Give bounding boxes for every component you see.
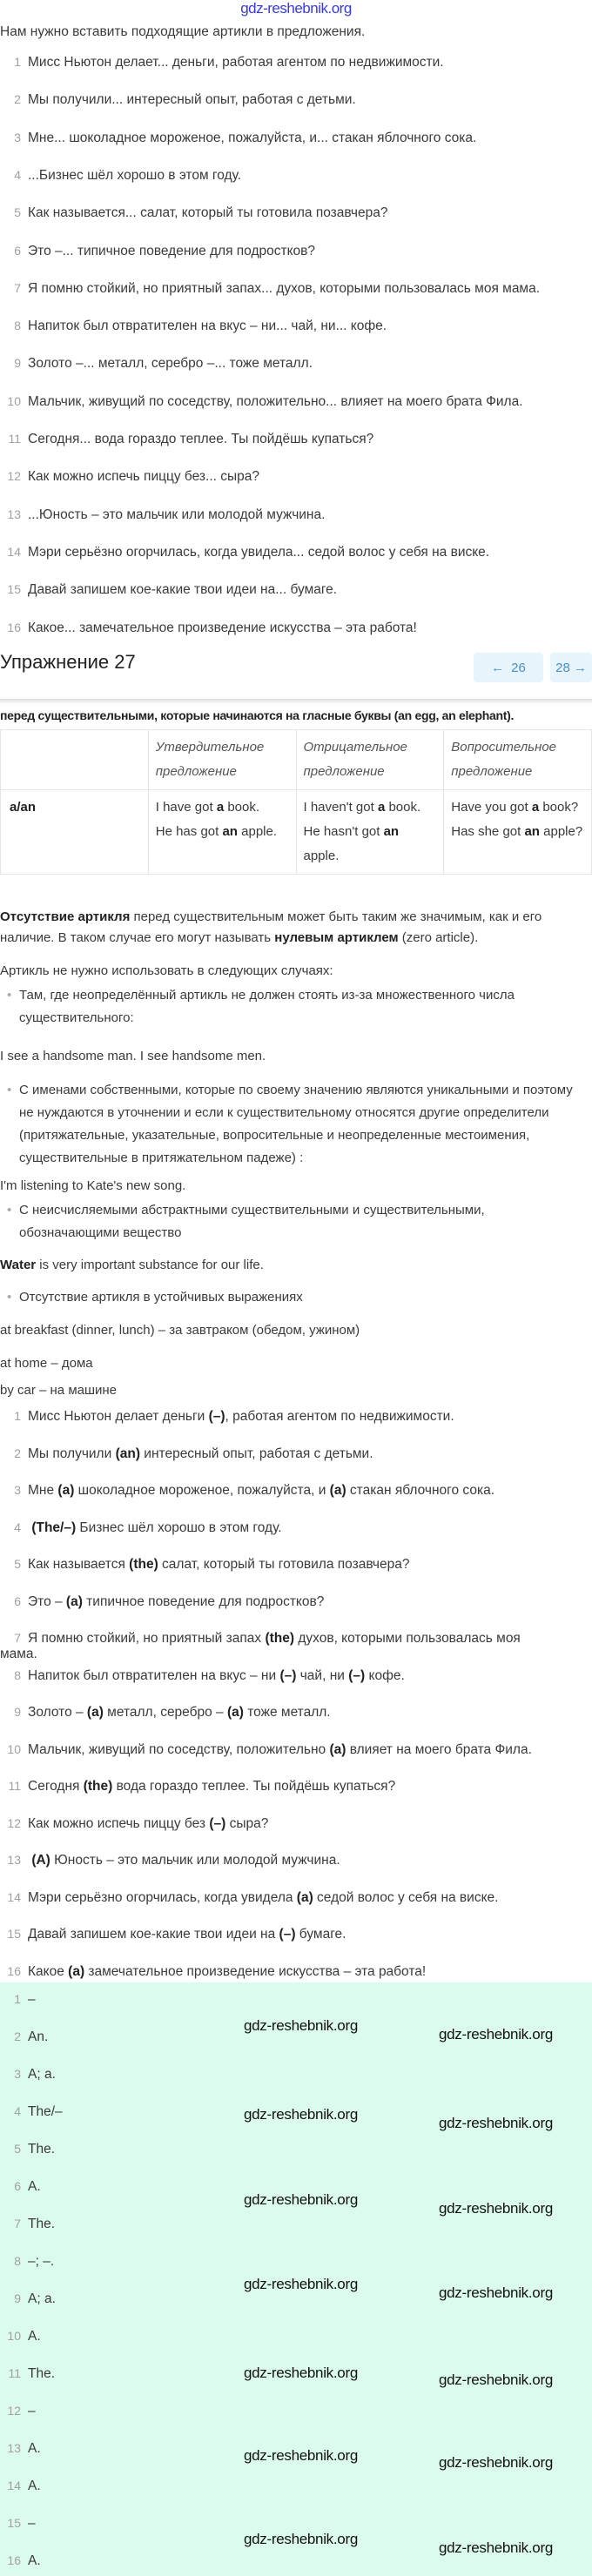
short-answer-item xyxy=(0,2141,557,2157)
short-answer-item xyxy=(0,2328,557,2345)
table-header-cell: Отрицательное предложение xyxy=(296,730,444,790)
item-number: 6 xyxy=(14,2179,21,2193)
answer-item xyxy=(0,1926,557,1942)
short-answer-text: A. xyxy=(28,2179,41,2194)
article: a xyxy=(531,800,540,815)
item-number: 3 xyxy=(14,1483,21,1497)
task-item xyxy=(0,431,557,447)
article: (The/–) xyxy=(31,1519,77,1535)
answer-item xyxy=(0,1446,557,1462)
text: book. xyxy=(224,800,260,815)
article: (–) xyxy=(208,1409,225,1424)
text: влияет на моего брата Фила. xyxy=(346,1741,532,1757)
text: apple. xyxy=(303,849,340,863)
answer-item xyxy=(0,1667,557,1684)
task-item xyxy=(0,318,557,334)
task-text: Мисс Ньютон делает... деньги, работая агентом по недвижимости. xyxy=(28,55,444,70)
site-logo[interactable]: gdz-reshebnik.org xyxy=(240,0,352,17)
prev-exercise-button[interactable] xyxy=(474,653,543,682)
short-answer-item xyxy=(0,2029,557,2045)
item-number: 10 xyxy=(7,2329,21,2343)
task-text: Мы получили... интересный опыт, работая с детьми. xyxy=(28,92,356,108)
text: Это – xyxy=(28,1593,66,1609)
text: Мне xyxy=(28,1483,58,1498)
short-answer-item xyxy=(0,2103,557,2120)
article: (a) xyxy=(226,1705,244,1720)
article: (a) xyxy=(296,1889,313,1905)
expression: by car – на машине xyxy=(0,1383,118,1398)
text: сыра? xyxy=(225,1815,269,1831)
arrow-left-icon: ← xyxy=(491,660,505,675)
example: I'm listening to Kate's new song. xyxy=(0,1178,186,1193)
watermark: gdz-reshebnik.org xyxy=(244,2365,358,2381)
short-answer-text: A. xyxy=(28,2329,41,2344)
answer-item xyxy=(0,1704,557,1721)
text: Мальчик, живущий по соседству, положительно xyxy=(28,1741,330,1757)
short-answer-item xyxy=(0,2253,557,2270)
text: Золото – xyxy=(28,1705,87,1720)
item-number: 9 xyxy=(14,2291,21,2305)
item-number: 13 xyxy=(7,2441,21,2455)
exercise-title: Упражнение 27 xyxy=(0,651,136,673)
task-item xyxy=(0,620,557,636)
item-number: 14 xyxy=(7,1889,21,1904)
article: (–) xyxy=(348,1667,366,1683)
item-number: 9 xyxy=(14,1705,21,1719)
task-text: Я помню стойкий, но приятный запах... духов, которыми пользовалась моя мама. xyxy=(28,280,541,296)
short-answer-text: An. xyxy=(28,2029,49,2044)
watermark: gdz-reshebnik.org xyxy=(439,2284,553,2301)
item-number: 3 xyxy=(14,2067,21,2081)
item-number: 16 xyxy=(7,620,21,634)
text: , работая агентом по недвижимости. xyxy=(225,1409,454,1424)
answer-item xyxy=(0,1630,557,1662)
watermark: gdz-reshebnik.org xyxy=(244,2531,358,2547)
text: Has she got xyxy=(451,824,525,839)
text: He hasn't got xyxy=(303,824,384,839)
text: кофе. xyxy=(365,1667,405,1683)
article: (–) xyxy=(279,1927,296,1942)
item-number: 15 xyxy=(7,2516,21,2530)
item-number: 13 xyxy=(7,1853,21,1867)
text: бумаге. xyxy=(295,1927,346,1942)
item-number: 11 xyxy=(8,1779,21,1793)
text: салат, который ты готовила позавчера? xyxy=(158,1557,410,1572)
answer-item xyxy=(0,1815,557,1832)
article: an xyxy=(222,824,238,839)
rule-bullet: • Там, где неопределённый артикль не должен стоять из-за множественного числа существительного: xyxy=(19,984,585,1030)
task-item xyxy=(0,506,557,523)
table-cell xyxy=(148,790,296,875)
item-number: 3 xyxy=(14,130,21,144)
item-number: 16 xyxy=(7,2553,21,2567)
watermark: gdz-reshebnik.org xyxy=(244,2447,358,2464)
text: Мы получили xyxy=(28,1446,116,1461)
item-number: 1 xyxy=(14,1992,21,2006)
task-text: Напиток был отвратителен на вкус – ни... чай, ни... кофе. xyxy=(28,319,387,334)
article: (a) xyxy=(329,1483,346,1498)
task-item xyxy=(0,91,557,108)
bold-text: Отсутствие артикля xyxy=(0,909,131,924)
short-answer-text: A; a. xyxy=(28,2067,56,2082)
example-sentence xyxy=(156,795,289,820)
item-number: 7 xyxy=(14,280,21,295)
text: He has got xyxy=(155,824,223,839)
text: Напиток был отвратителен на вкус – ни xyxy=(28,1667,280,1683)
example-sentence xyxy=(451,820,584,844)
item-number: 12 xyxy=(7,2404,21,2418)
short-answer-text: – xyxy=(28,1992,36,2007)
task-item xyxy=(0,355,557,372)
item-number: 4 xyxy=(14,2104,21,2118)
cases-intro: Артикль не нужно использовать в следующих случаях: xyxy=(0,963,333,978)
example-sentence xyxy=(451,795,584,820)
text: типичное поведение для подростков? xyxy=(82,1593,325,1609)
article: (a) xyxy=(329,1741,346,1757)
task-text: ...Юность – это мальчик или молодой мужчина. xyxy=(28,506,326,522)
text: Have you got xyxy=(451,800,532,815)
article: (a) xyxy=(68,1963,85,1979)
watermark: gdz-reshebnik.org xyxy=(439,2454,553,2471)
item-number: 10 xyxy=(7,393,21,408)
task-item xyxy=(0,280,557,297)
task-item xyxy=(0,167,557,184)
article: a xyxy=(216,800,225,815)
rule-bullet: • Отсутствие артикля в устойчивых выражениях xyxy=(19,1286,585,1309)
watermark: gdz-reshebnik.org xyxy=(244,2017,358,2034)
text: apple? xyxy=(539,824,583,839)
watermark: gdz-reshebnik.org xyxy=(439,2115,553,2131)
task-item xyxy=(0,205,557,221)
short-answer-text: A. xyxy=(28,2479,41,2493)
item-number: 5 xyxy=(14,2142,21,2156)
text: is very important substance for our life. xyxy=(36,1258,264,1272)
text: духов, которыми пользовалась моя мама. xyxy=(0,1631,521,1661)
short-answer-item xyxy=(0,2403,557,2419)
task-item xyxy=(0,130,557,146)
short-answer-item xyxy=(0,2291,557,2307)
item-number: 7 xyxy=(14,2217,21,2231)
item-number: 9 xyxy=(14,356,21,371)
divider xyxy=(0,699,592,704)
expression: at breakfast (dinner, lunch) – за завтраком (обедом, ужином) xyxy=(0,1323,360,1338)
item-number: 16 xyxy=(7,1963,21,1978)
task-text: Золото –... металл, серебро –... тоже металл. xyxy=(28,356,313,372)
item-number: 6 xyxy=(14,1593,21,1608)
item-number: 10 xyxy=(7,1741,21,1756)
task-text: Мальчик, живущий по соседству, положительно... влияет на моего брата Фила. xyxy=(28,393,523,409)
zero-article-paragraph xyxy=(0,907,583,949)
article: (A) xyxy=(31,1853,50,1868)
article: (a) xyxy=(57,1483,75,1498)
table-cell xyxy=(296,790,444,875)
text: интересный опыт, работая с детьми. xyxy=(140,1446,373,1461)
text: Как можно испечь пиццу без xyxy=(28,1815,210,1831)
article: (–) xyxy=(279,1667,297,1683)
text: замечательное произведение искусства – эта работа! xyxy=(84,1963,427,1979)
text: Сегодня xyxy=(28,1779,84,1794)
short-answer-item xyxy=(0,2365,557,2382)
task-text: Как можно испечь пиццу без... сыра? xyxy=(28,469,259,485)
short-answer-item xyxy=(0,2515,557,2532)
article: (an) xyxy=(115,1446,140,1461)
item-number: 5 xyxy=(14,1557,21,1571)
item-number: 2 xyxy=(14,2029,21,2043)
text: book? xyxy=(539,800,579,815)
item-number: 11 xyxy=(8,432,21,446)
answer-item xyxy=(0,1556,557,1573)
short-answer-text: The/– xyxy=(28,2104,63,2119)
short-answer-text: A. xyxy=(28,2441,41,2456)
task-text: ...Бизнес шёл хорошо в этом году. xyxy=(28,167,242,183)
short-answer-item xyxy=(0,2553,557,2569)
article-table xyxy=(0,729,592,875)
text: седой волос у себя на виске. xyxy=(313,1889,499,1905)
item-number: 1 xyxy=(14,55,21,69)
item-number: 15 xyxy=(7,582,21,597)
text: I have got xyxy=(155,800,217,815)
watermark: gdz-reshebnik.org xyxy=(244,2276,358,2292)
item-number: 11 xyxy=(8,2366,21,2380)
example-sentence xyxy=(304,795,437,820)
text: book. xyxy=(385,800,421,815)
task-item xyxy=(0,544,557,560)
article: an xyxy=(524,824,540,839)
rule-bullet: • С неисчисляемыми абстрактными существительными и существительными, обозначающими вещество xyxy=(19,1199,585,1244)
text: Как называется xyxy=(28,1557,130,1572)
answer-item xyxy=(0,1519,557,1536)
text: Какое xyxy=(28,1963,69,1979)
answer-item xyxy=(0,1963,557,1980)
task-item xyxy=(0,581,557,598)
task-item xyxy=(0,393,557,410)
example-sentence xyxy=(304,820,437,869)
short-answer-text: – xyxy=(28,2516,36,2531)
task-text: Мэри серьёзно огорчилась, когда увидела... седой волос у себя на виске. xyxy=(28,544,490,560)
expression: at home – дома xyxy=(0,1356,93,1371)
short-answer-text: – xyxy=(28,2404,36,2418)
text: металл, серебро – xyxy=(103,1705,227,1720)
bold-text: нулевым артиклем xyxy=(274,930,399,945)
watermark: gdz-reshebnik.org xyxy=(439,2200,553,2217)
short-answer-text: The. xyxy=(28,2142,56,2157)
next-exercise-button[interactable] xyxy=(550,653,592,682)
answer-item xyxy=(0,1778,557,1794)
item-number: 8 xyxy=(14,1667,21,1682)
table-header-cell: Вопросительное предложение xyxy=(444,730,592,790)
text: перед существительным может быть таким же значимым, как и его наличие. В таком случае его могут называть xyxy=(0,909,542,945)
task-text: Мне... шоколадное мороженое, пожалуйста, и... стакан яблочного сока. xyxy=(28,130,477,145)
item-number: 4 xyxy=(14,1519,21,1534)
short-answer-text: The. xyxy=(28,2366,56,2381)
task-intro: Нам нужно вставить подходящие артикли в предложения. xyxy=(0,24,366,39)
row-label: a/an xyxy=(1,790,149,875)
table-header-cell: Утвердительное предложение xyxy=(148,730,296,790)
task-text: Какое... замечательное произведение искусства – эта работа! xyxy=(28,620,417,635)
text: стакан яблочного сока. xyxy=(346,1483,494,1498)
text: шоколадное мороженое, пожалуйста, и xyxy=(74,1483,330,1498)
short-answer-item xyxy=(0,2066,557,2083)
text: Давай запишем кое-какие твои идеи на xyxy=(28,1927,279,1942)
next-exercise-label: 28 xyxy=(555,660,570,675)
answer-item xyxy=(0,1593,557,1610)
answer-item xyxy=(0,1408,557,1425)
article: (the) xyxy=(265,1631,295,1646)
short-answer-item xyxy=(0,2478,557,2494)
article: (the) xyxy=(83,1779,113,1794)
task-text: Как называется... салат, который ты готовила позавчера? xyxy=(28,205,388,221)
short-answer-item xyxy=(0,1991,557,2008)
text: вода гораздо теплее. Ты пойдёшь купаться? xyxy=(112,1779,396,1794)
text: I haven't got xyxy=(303,800,378,815)
answer-item xyxy=(0,1482,557,1499)
answer-item xyxy=(0,1741,557,1758)
table-row xyxy=(1,790,592,875)
article: (the) xyxy=(129,1557,158,1572)
short-answer-text: –; –. xyxy=(28,2254,55,2269)
article: an xyxy=(383,824,400,839)
item-number: 8 xyxy=(14,319,21,333)
arrow-right-icon: → xyxy=(573,660,587,675)
item-number: 15 xyxy=(7,1927,21,1941)
article: (a) xyxy=(86,1705,104,1720)
answer-item xyxy=(0,1889,557,1906)
short-answer-text: The. xyxy=(28,2217,56,2231)
short-answer-text: A. xyxy=(28,2553,41,2568)
item-number: 13 xyxy=(7,506,21,521)
short-answer-item xyxy=(0,2440,557,2457)
item-number: 14 xyxy=(7,544,21,559)
text: тоже металл. xyxy=(243,1705,331,1720)
task-text: Сегодня... вода гораздо теплее. Ты пойдёшь купаться? xyxy=(28,432,374,446)
theory-cut-line: перед существительными, которые начинаются на гласные буквы (an egg, an elephant). xyxy=(0,708,515,722)
text: Я помню стойкий, но приятный запах xyxy=(28,1631,266,1646)
watermark: gdz-reshebnik.org xyxy=(244,2106,358,2123)
task-text: Давай запишем кое-какие твои идеи на... бумаге. xyxy=(28,582,338,598)
example xyxy=(0,1255,583,1276)
bold-text: Water xyxy=(0,1258,37,1272)
item-number: 7 xyxy=(14,1631,21,1645)
item-number: 1 xyxy=(14,1409,21,1423)
short-answer-text: A; a. xyxy=(28,2291,56,2306)
text: (zero article). xyxy=(398,930,479,945)
table-header-cell xyxy=(1,730,149,790)
text: Мэри серьёзно огорчилась, когда увидела xyxy=(28,1889,297,1905)
text: apple. xyxy=(237,824,278,839)
example-sentence xyxy=(156,820,289,844)
table-cell xyxy=(444,790,592,875)
example: I see a handsome man. I see handsome men. xyxy=(0,1049,266,1063)
answer-item xyxy=(0,1852,557,1868)
task-item xyxy=(0,243,557,259)
item-number: 6 xyxy=(14,243,21,258)
short-answer-item xyxy=(0,2178,557,2195)
watermark: gdz-reshebnik.org xyxy=(439,2026,553,2043)
text: чай, ни xyxy=(296,1667,349,1683)
item-number: 5 xyxy=(14,205,21,220)
rule-bullet: • С именами собственными, которые по своему значению являются уникальными и поэтому не нуждаются в уточнении и если к существительному относятся другие определители (притяжательные, указательные, вопросительные и неопределенные местоимения, существительные в притяжательном падеже) : xyxy=(19,1079,585,1170)
watermark: gdz-reshebnik.org xyxy=(439,2539,553,2556)
watermark: gdz-reshebnik.org xyxy=(439,2371,553,2388)
article: (–) xyxy=(209,1815,226,1831)
article: a xyxy=(377,800,386,815)
text: Мисс Ньютон делает деньги xyxy=(28,1409,209,1424)
item-number: 12 xyxy=(7,469,21,484)
article: (a) xyxy=(65,1593,83,1609)
task-item xyxy=(0,468,557,485)
text: Бизнес шёл хорошо в этом году. xyxy=(76,1519,282,1535)
prev-exercise-label: 26 xyxy=(511,660,526,675)
table-header-row xyxy=(1,730,592,790)
item-number: 8 xyxy=(14,2254,21,2268)
item-number: 12 xyxy=(7,1815,21,1830)
item-number: 2 xyxy=(14,1446,21,1460)
text: Юность – это мальчик или молодой мужчина. xyxy=(50,1853,340,1868)
task-item xyxy=(0,54,557,70)
item-number: 14 xyxy=(7,2479,21,2492)
item-number: 2 xyxy=(14,92,21,107)
watermark: gdz-reshebnik.org xyxy=(244,2191,358,2208)
task-text: Это –... типичное поведение для подростков? xyxy=(28,243,316,258)
short-answer-item xyxy=(0,2216,557,2232)
item-number: 4 xyxy=(14,167,21,182)
